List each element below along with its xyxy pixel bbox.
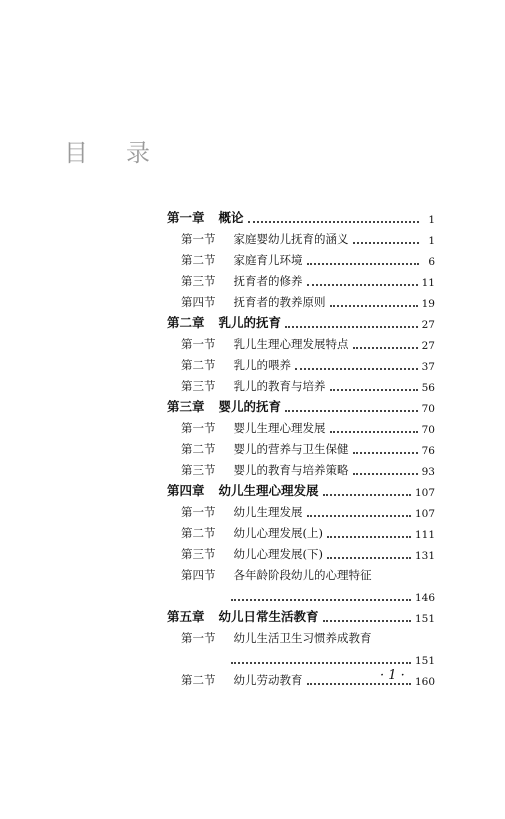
toc-entry-number: 第一节	[181, 232, 216, 246]
toc-chapter-row[interactable]	[167, 205, 435, 226]
toc-continuation-row[interactable]	[167, 583, 435, 604]
toc-section-row[interactable]	[167, 520, 435, 541]
toc-entry-number: 第一节	[181, 631, 216, 645]
toc-entry-title: 婴儿生理心理发展	[233, 421, 326, 435]
toc-entry-page: 93	[421, 466, 435, 478]
toc-entry-page: 70	[421, 403, 435, 415]
toc-entry-title: 各年龄阶段幼儿的心理特征	[233, 568, 372, 582]
toc-entry-number: 第三节	[181, 379, 216, 393]
toc-continuation-row[interactable]	[167, 646, 435, 667]
toc-entry-title: 婴儿的抚育	[218, 399, 282, 414]
toc-entry-title: 乳儿的喂养	[233, 358, 291, 372]
toc-leader-dots	[285, 326, 418, 328]
toc-entry-title: 幼儿生理心理发展	[218, 483, 319, 498]
toc-entry-number: 第三节	[181, 547, 216, 561]
toc-entry-title: 抚育者的教养原则	[233, 295, 326, 309]
toc-leader-dots	[248, 221, 419, 223]
toc-section-row[interactable]	[167, 268, 435, 289]
page-number: · 1 ·	[380, 668, 405, 683]
toc-entry-title: 乳儿的教育与培养	[233, 379, 326, 393]
toc-entry-page: 27	[421, 319, 435, 331]
toc-entry-title: 乳儿生理心理发展特点	[233, 337, 349, 351]
toc-entry-number: 第二节	[181, 253, 216, 267]
toc-entry-number: 第二章	[167, 315, 205, 330]
toc-heading-char-2: 录	[126, 139, 150, 167]
toc-entry-number: 第三节	[181, 274, 216, 288]
toc-leader-dots	[307, 284, 418, 286]
toc-entry-number: 第四节	[181, 568, 216, 582]
toc-section-row[interactable]	[167, 226, 435, 247]
toc-leader-dots	[323, 494, 411, 496]
toc-leader-dots	[330, 431, 418, 433]
toc-entry-number: 第五章	[167, 609, 205, 624]
toc-entry-title: 婴儿的营养与卫生保健	[233, 442, 349, 456]
toc-entry-page: 11	[421, 277, 435, 289]
toc-leader-dots	[327, 557, 411, 559]
toc-leader-dots	[307, 515, 411, 517]
toc-entry-title: 家庭婴幼儿抚育的涵义	[233, 232, 349, 246]
toc-leader-dots	[353, 473, 418, 475]
toc-entry-number: 第一节	[181, 505, 216, 519]
toc-entry-page: 1	[428, 214, 435, 226]
toc-list	[167, 205, 435, 688]
toc-entry-page: 76	[421, 445, 435, 457]
toc-section-row[interactable]	[167, 289, 435, 310]
toc-section-row[interactable]	[167, 541, 435, 562]
toc-section-row[interactable]	[167, 352, 435, 373]
toc-entry-page: 27	[421, 340, 435, 352]
toc-leader-dots	[307, 263, 420, 265]
toc-chapter-row[interactable]	[167, 604, 435, 625]
toc-entry-title: 幼儿心理发展(下)	[233, 547, 323, 561]
toc-entry-page: 6	[428, 256, 435, 268]
toc-entry-page: 107	[414, 508, 435, 520]
toc-entry-title: 幼儿生活卫生习惯养成教育	[233, 631, 372, 645]
toc-section-row[interactable]	[167, 436, 435, 457]
toc-entry-page: 151	[414, 613, 435, 625]
toc-entry-page: 131	[414, 550, 435, 562]
toc-entry-page: 70	[421, 424, 435, 436]
toc-entry-title: 抚育者的修养	[233, 274, 303, 288]
toc-entry-page: 19	[421, 298, 435, 310]
toc-entry-page: 107	[414, 487, 435, 499]
toc-entry-page: 160	[414, 676, 435, 688]
toc-entry-title: 婴儿的教育与培养策略	[233, 463, 349, 477]
toc-leader-dots	[323, 620, 411, 622]
toc-entry-number: 第二节	[181, 526, 216, 540]
toc-entry-page: 151	[414, 655, 435, 667]
toc-leader-dots	[285, 410, 418, 412]
toc-entry-page: 146	[414, 592, 435, 604]
toc-entry-number: 第二节	[181, 358, 216, 372]
toc-entry-number: 第一节	[181, 421, 216, 435]
toc-leader-dots	[295, 368, 418, 370]
toc-leader-dots	[353, 347, 418, 349]
toc-section-row[interactable]	[167, 247, 435, 268]
toc-section-row[interactable]	[167, 457, 435, 478]
toc-heading	[64, 133, 150, 168]
toc-chapter-row[interactable]	[167, 310, 435, 331]
toc-section-row[interactable]	[167, 625, 435, 646]
toc-section-row[interactable]	[167, 499, 435, 520]
toc-entry-number: 第四节	[181, 295, 216, 309]
toc-chapter-row[interactable]	[167, 394, 435, 415]
toc-entry-title: 概论	[218, 210, 244, 225]
toc-entry-page: 111	[414, 529, 435, 541]
toc-entry-title: 幼儿心理发展(上)	[233, 526, 323, 540]
toc-entry-title: 家庭育儿环境	[233, 253, 303, 267]
toc-entry-number: 第二节	[181, 442, 216, 456]
toc-leader-dots	[231, 599, 411, 601]
toc-entry-page: 56	[421, 382, 435, 394]
toc-leader-dots	[231, 662, 411, 664]
toc-entry-title: 乳儿的抚育	[218, 315, 282, 330]
toc-entry-title: 幼儿日常生活教育	[218, 609, 319, 624]
toc-section-row[interactable]	[167, 373, 435, 394]
toc-section-row[interactable]	[167, 415, 435, 436]
toc-leader-dots	[353, 242, 420, 244]
toc-entry-page: 1	[428, 235, 435, 247]
toc-entry-number: 第一章	[167, 210, 205, 225]
toc-entry-number: 第三章	[167, 399, 205, 414]
toc-entry-title: 幼儿生理发展	[233, 505, 303, 519]
toc-entry-number: 第一节	[181, 337, 216, 351]
toc-entry-number: 第三节	[181, 463, 216, 477]
toc-entry-number: 第二节	[181, 673, 216, 687]
toc-section-row[interactable]	[167, 562, 435, 583]
toc-entry-number: 第四章	[167, 483, 205, 498]
toc-leader-dots	[327, 536, 411, 538]
toc-leader-dots	[353, 452, 418, 454]
toc-entry-page: 37	[421, 361, 435, 373]
toc-leader-dots	[330, 305, 418, 307]
toc-heading-char-1: 目	[64, 139, 88, 167]
toc-section-row[interactable]	[167, 331, 435, 352]
toc-leader-dots	[330, 389, 418, 391]
toc-chapter-row[interactable]	[167, 478, 435, 499]
toc-leader-dots	[307, 683, 411, 685]
toc-entry-title: 幼儿劳动教育	[233, 673, 303, 687]
